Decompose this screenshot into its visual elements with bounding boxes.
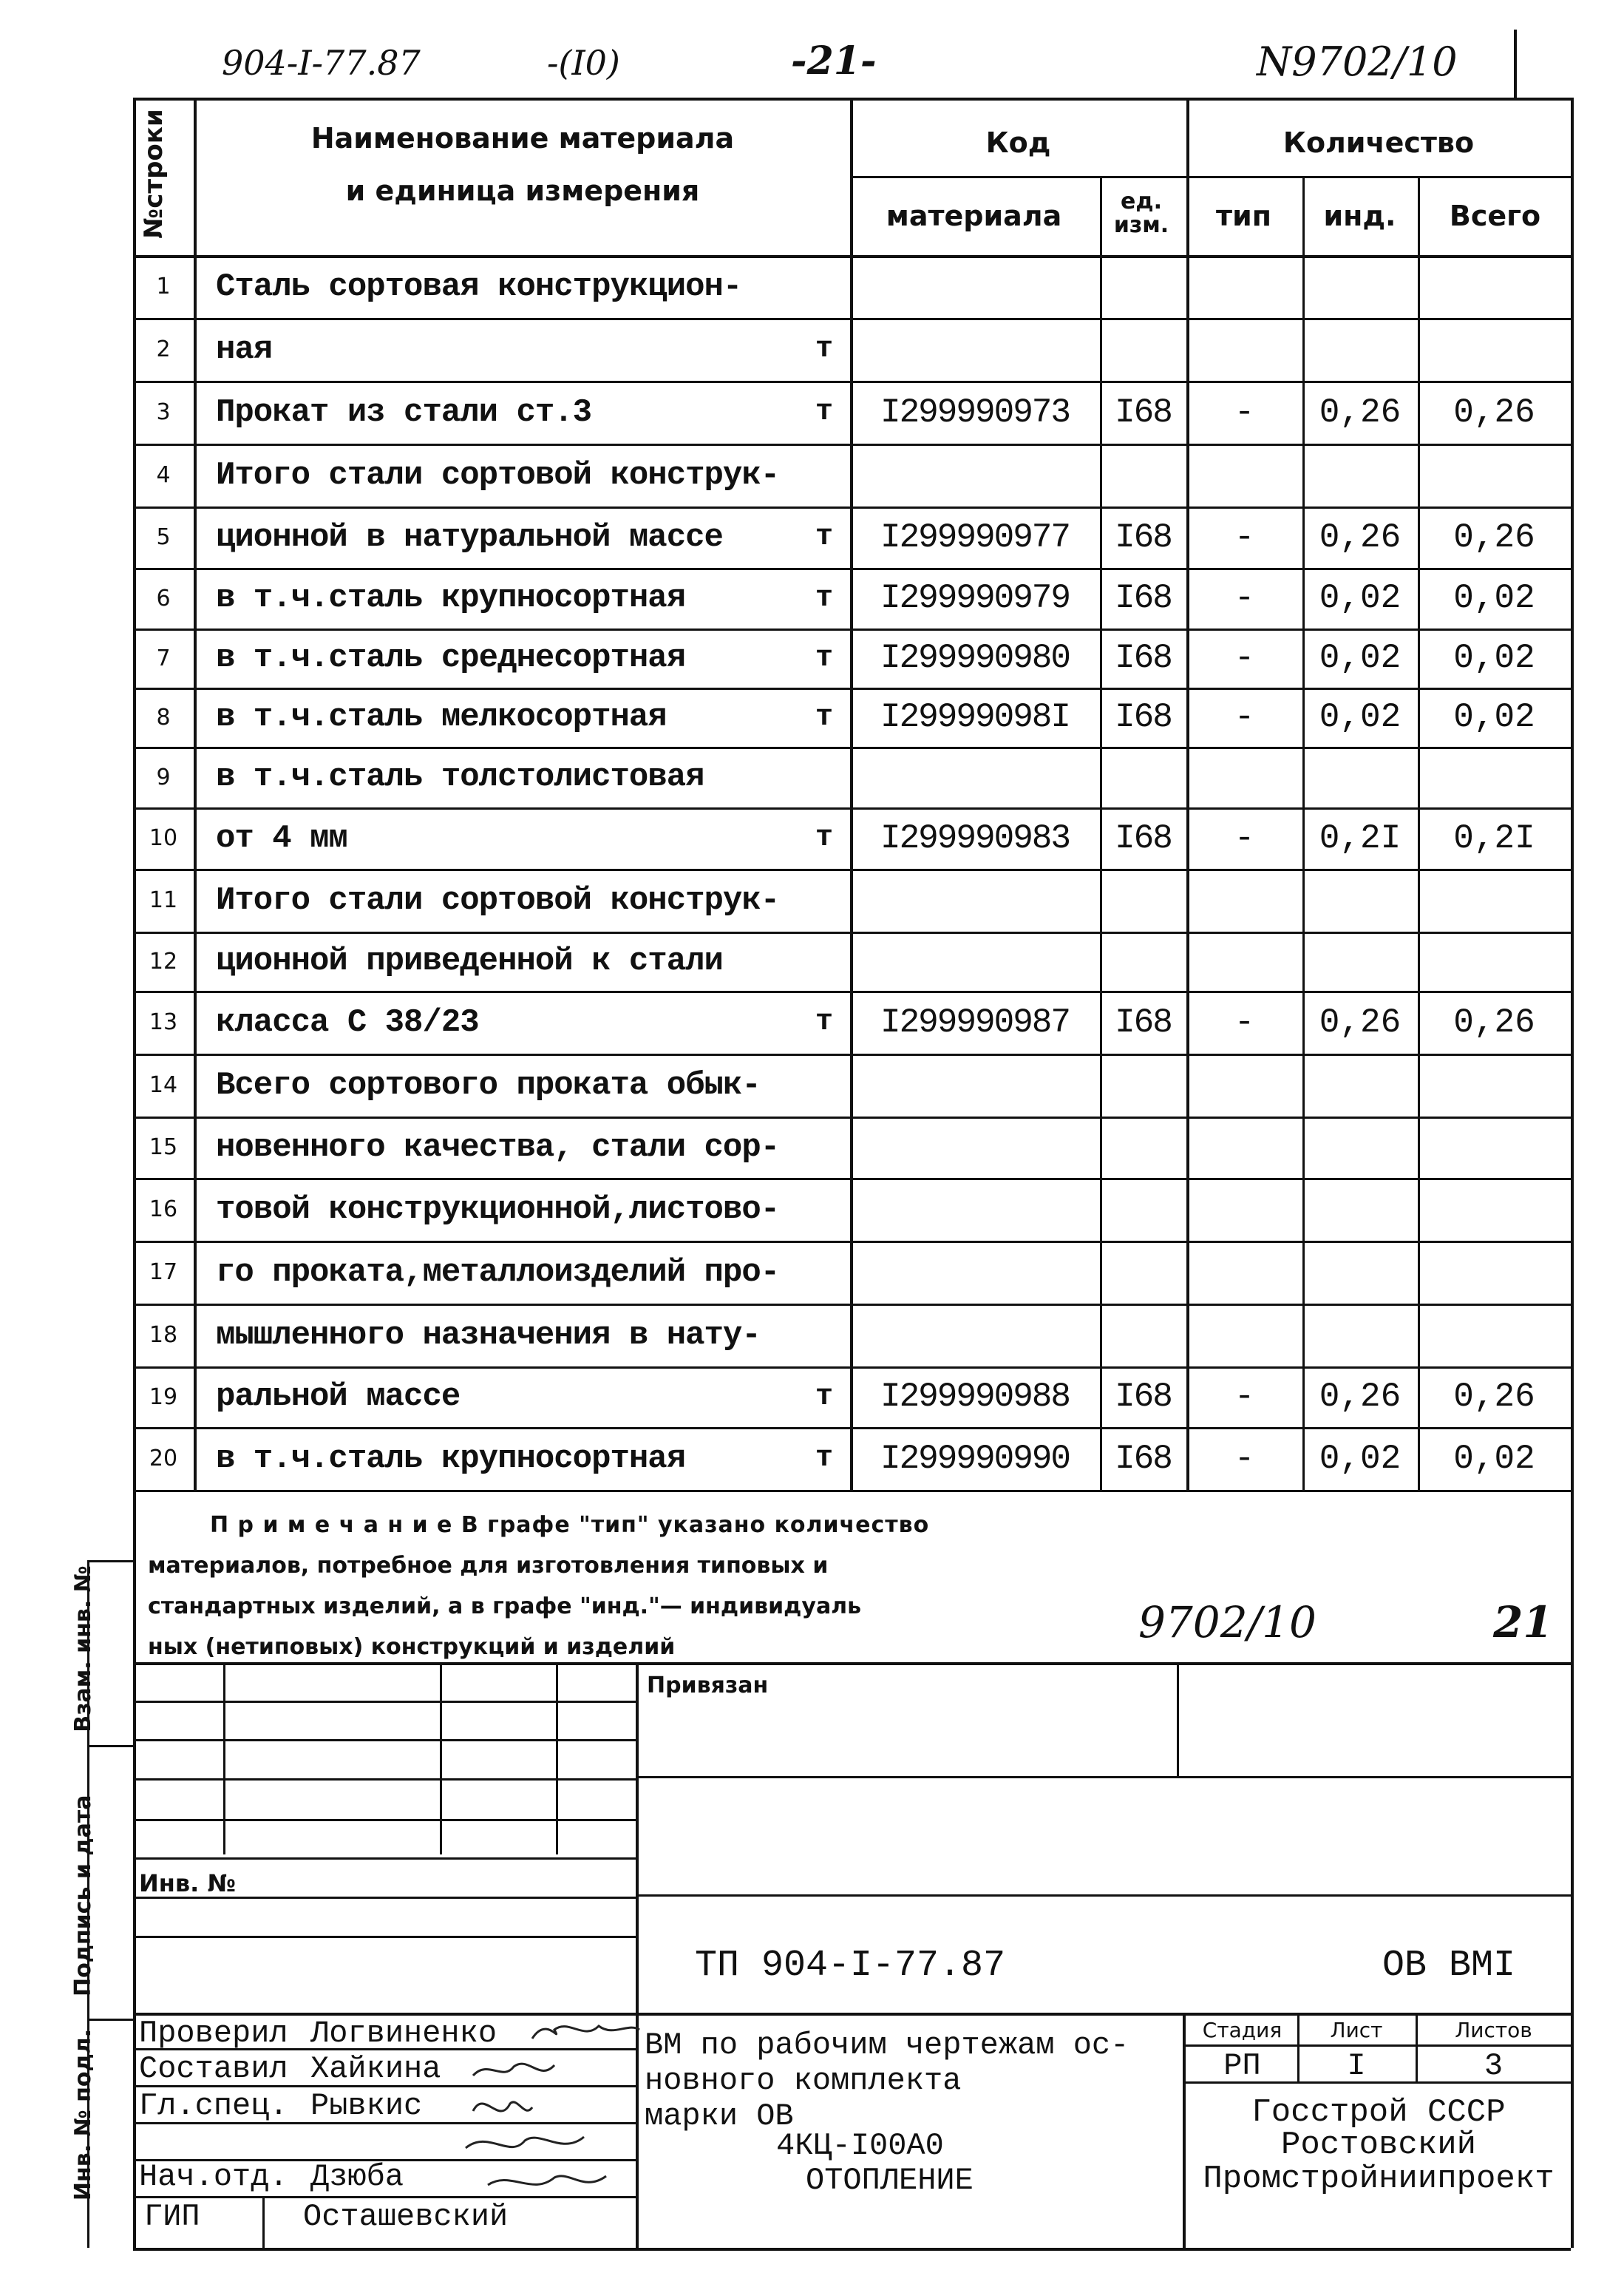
- material-name: от 4 мм: [216, 819, 347, 857]
- qty-total: [1418, 747, 1571, 807]
- qty-total-header: Всего: [1449, 200, 1541, 232]
- material-code: I299990977: [880, 518, 1070, 557]
- material-unit: т: [815, 700, 833, 734]
- qty-individual: [1302, 869, 1418, 932]
- qty-type: -: [1234, 393, 1255, 432]
- material-unit: [806, 1304, 843, 1366]
- qty-total: 0,26: [1453, 518, 1535, 557]
- code-material-header: материала: [886, 200, 1062, 232]
- archive-number: N9702/10: [1257, 38, 1458, 85]
- project-code: ТП 904-I-77.87: [695, 1945, 1006, 1987]
- material-name: в т.ч.сталь среднесортная: [216, 640, 686, 677]
- unit-code: I68: [1115, 393, 1172, 432]
- material-code: I299990973: [880, 393, 1070, 432]
- row-number: 14: [149, 1072, 178, 1098]
- unit-code: I68: [1115, 819, 1172, 858]
- sheets-label: Листов: [1455, 2018, 1532, 2042]
- qty-total: 0,02: [1453, 698, 1535, 736]
- unit-code: [1100, 1241, 1186, 1304]
- unit-code: I68: [1115, 698, 1172, 736]
- qty-total: [1418, 1304, 1571, 1366]
- row-number-header: №строки: [139, 109, 169, 239]
- row-number: 8: [156, 704, 171, 731]
- row-number: 10: [149, 825, 178, 851]
- qty-type: [1186, 932, 1302, 991]
- unit-code: I68: [1115, 1378, 1172, 1416]
- qty-type: -: [1234, 579, 1255, 617]
- material-name: ционной в натуральной массе: [216, 518, 723, 556]
- signatory-role: Нач.отд.: [139, 2159, 288, 2195]
- material-name: Сталь сортовая конструкцион-: [216, 268, 742, 305]
- material-unit: [806, 444, 843, 506]
- row-number: 15: [149, 1134, 178, 1160]
- signatory-name: Рывкис: [310, 2088, 423, 2124]
- sheet-marker: -(I0): [547, 43, 620, 83]
- note-line2: материалов, потребное для изготовления типовых и: [148, 1553, 829, 1579]
- qty-total: [1418, 1054, 1571, 1117]
- qty-individual: 0,02: [1319, 1439, 1402, 1478]
- sheets-value: 3: [1484, 2048, 1504, 2084]
- grid-line: [636, 1894, 1571, 1897]
- material-code: [850, 747, 1100, 807]
- material-unit: [806, 1117, 843, 1178]
- sheet-label: Лист: [1330, 2018, 1383, 2042]
- qty-type: -: [1234, 698, 1255, 736]
- row-number: 19: [149, 1383, 178, 1410]
- page-number: -21-: [791, 38, 877, 84]
- grid-line: [1183, 2044, 1571, 2047]
- signatory-name: Логвиненко: [310, 2016, 497, 2051]
- material-code: [850, 932, 1100, 991]
- material-name: ральной массе: [216, 1378, 461, 1415]
- qty-total: [1418, 444, 1571, 506]
- qty-individual: 0,26: [1319, 518, 1402, 557]
- qty-individual: [1302, 747, 1418, 807]
- material-name: новенного качества, стали сор-: [216, 1128, 780, 1166]
- material-name: ционной приведенной к стали: [216, 943, 723, 980]
- code-header: Код: [985, 126, 1051, 159]
- qty-individual: 0,02: [1319, 639, 1402, 677]
- material-unit: [806, 1054, 843, 1117]
- material-name: Итого стали сортовой конструк-: [216, 456, 780, 494]
- qty-total: 0,02: [1453, 639, 1535, 677]
- qty-type: [1186, 1241, 1302, 1304]
- stamp-archive-number: 9702/10: [1138, 1597, 1316, 1647]
- signatory-name: Хайкина: [310, 2051, 441, 2087]
- material-unit: [806, 255, 843, 318]
- grid-line: [1571, 98, 1574, 1490]
- material-code: [850, 1054, 1100, 1117]
- qty-individual: 0,02: [1319, 579, 1402, 617]
- material-code: [850, 1178, 1100, 1241]
- material-name: в т.ч.сталь крупносортная: [216, 580, 686, 617]
- row-number: 6: [156, 585, 171, 611]
- grid-line: [194, 98, 197, 1490]
- grid-line: [440, 1662, 442, 1854]
- grid-line: [133, 1739, 636, 1741]
- grid-line: [133, 2248, 1571, 2251]
- signature-logvinenko: [532, 2026, 639, 2039]
- organization-line3: Промстройниипроект: [1203, 2161, 1555, 2198]
- row-number: 17: [149, 1259, 178, 1285]
- privyazan-label: Привязан: [647, 1673, 769, 1698]
- material-code: [850, 318, 1100, 381]
- grid-line: [133, 1936, 636, 1938]
- row-number: 5: [156, 524, 171, 550]
- material-unit: [806, 1241, 843, 1304]
- material-name: в т.ч.сталь мелкосортная: [216, 699, 667, 736]
- unit-code: [1100, 747, 1186, 807]
- signature-ostashevsky: [488, 2176, 606, 2185]
- unit-code: I68: [1115, 579, 1172, 617]
- qty-type: -: [1234, 639, 1255, 677]
- side-label-vzam: Взам. инв. №: [70, 1565, 96, 1732]
- signatory-role: Гл.спец.: [139, 2088, 288, 2124]
- qty-individual: [1302, 1117, 1418, 1178]
- qty-type: [1186, 318, 1302, 381]
- organization-line2: Ростовский: [1280, 2127, 1477, 2164]
- qty-type: [1186, 1117, 1302, 1178]
- row-number: 2: [156, 336, 171, 362]
- organization-line1: Госстрой СССР: [1251, 2094, 1506, 2131]
- material-code: I299990980: [880, 639, 1070, 677]
- material-name: в т.ч.сталь крупносортная: [216, 1440, 686, 1477]
- signature-ryvkis: [473, 2102, 532, 2111]
- qty-individual: [1302, 932, 1418, 991]
- row-number: 11: [149, 887, 178, 913]
- document-mark: ОВ ВМI: [1382, 1945, 1516, 1987]
- stage-label: Стадия: [1202, 2018, 1282, 2042]
- qty-total: [1418, 1241, 1571, 1304]
- description-line2: новного комплекта: [645, 2063, 962, 2098]
- grid-line: [556, 1662, 558, 1854]
- signatory-name: Дзюба: [310, 2159, 404, 2195]
- grid-line: [850, 176, 1571, 178]
- qty-type: -: [1234, 1378, 1255, 1416]
- code-unit-header: ед. изм.: [1113, 189, 1169, 238]
- unit-code: [1100, 932, 1186, 991]
- material-unit: т: [815, 1380, 833, 1414]
- qty-total: 0,02: [1453, 579, 1535, 617]
- unit-code: I68: [1115, 1003, 1172, 1042]
- grid-line: [1177, 1662, 1179, 1777]
- material-code: I299990987: [880, 1003, 1070, 1042]
- description-code: 4КЦ-I00А0: [776, 2128, 944, 2164]
- material-code: I29999098I: [880, 698, 1070, 736]
- qty-individual: 0,2I: [1319, 819, 1402, 858]
- signatory-role: Составил: [139, 2051, 288, 2087]
- material-code: [850, 1241, 1100, 1304]
- unit-code: I68: [1115, 639, 1172, 677]
- grid-line: [133, 1490, 136, 2248]
- grid-line: [133, 1857, 636, 1860]
- unit-code: [1100, 255, 1186, 318]
- qty-type: -: [1234, 518, 1255, 557]
- unit-code: [1100, 1117, 1186, 1178]
- unit-code: [1100, 1054, 1186, 1117]
- material-name: товой конструкционной,листово-: [216, 1190, 780, 1228]
- row-number: 13: [149, 1009, 178, 1035]
- material-name: го проката,металлоизделий про-: [216, 1253, 780, 1291]
- unit-code: [1100, 444, 1186, 506]
- material-name: мышленного назначения в нату-: [216, 1316, 761, 1354]
- signature-dzyuba: [466, 2137, 584, 2148]
- grid-line: [133, 1662, 1571, 1665]
- qty-type: [1186, 1054, 1302, 1117]
- material-code: [850, 1117, 1100, 1178]
- qty-type: [1186, 255, 1302, 318]
- grid-line: [133, 1778, 636, 1781]
- material-unit: т: [815, 333, 833, 366]
- row-number: 12: [149, 948, 178, 975]
- qty-total: [1418, 869, 1571, 932]
- row-number: 9: [156, 764, 171, 790]
- material-code: I299990988: [880, 1378, 1070, 1416]
- material-unit: т: [815, 1006, 833, 1039]
- material-unit: [806, 1178, 843, 1241]
- description-line1: ВМ по рабочим чертежам ос-: [645, 2027, 1129, 2063]
- signatory-role: ГИП: [144, 2199, 200, 2235]
- qty-type: [1186, 869, 1302, 932]
- material-unit: [806, 932, 843, 991]
- grid-line: [133, 1490, 1571, 1492]
- qty-individual: 0,26: [1319, 393, 1402, 432]
- stamp-page-number: 21: [1493, 1597, 1553, 1647]
- qty-individual: [1302, 1304, 1418, 1366]
- unit-code: [1100, 1304, 1186, 1366]
- qty-total: [1418, 932, 1571, 991]
- qty-total: [1418, 255, 1571, 318]
- side-label-inv-podl: Инв. № подл.: [70, 2028, 96, 2201]
- material-code: I299990983: [880, 819, 1070, 858]
- signatory-name: Осташевский: [303, 2199, 509, 2235]
- qty-individual: [1302, 1054, 1418, 1117]
- stage-value: РП: [1223, 2048, 1261, 2084]
- unit-code: [1100, 318, 1186, 381]
- note-line3: стандартных изделий, а в графе "инд."— индивидуаль: [148, 1593, 862, 1619]
- unit-code: [1100, 1178, 1186, 1241]
- qty-header: Количество: [1282, 126, 1475, 159]
- row-number: 16: [149, 1196, 178, 1222]
- grid-line: [1183, 2013, 1186, 2248]
- material-unit: т: [815, 821, 833, 855]
- qty-ind-header: инд.: [1323, 200, 1396, 232]
- unit-code: [1100, 869, 1186, 932]
- material-unit: т: [815, 521, 833, 554]
- qty-individual: [1302, 1178, 1418, 1241]
- qty-total: [1418, 318, 1571, 381]
- material-unit: т: [815, 641, 833, 675]
- material-unit: [806, 747, 843, 807]
- qty-type: -: [1234, 1439, 1255, 1478]
- material-code: [850, 869, 1100, 932]
- note-line1: П р и м е ч а н и е В графе "тип" указано количество: [210, 1512, 930, 1538]
- header-edge: [1514, 30, 1517, 98]
- qty-total: 0,26: [1453, 1003, 1535, 1042]
- signatory-role: Проверил: [139, 2016, 288, 2051]
- side-label-podpis: Подпись и дата: [70, 1795, 96, 1996]
- qty-type: [1186, 1304, 1302, 1366]
- note-line4: ных (нетиповых) конструкций и изделий: [148, 1634, 676, 1660]
- qty-total: 0,02: [1453, 1439, 1535, 1478]
- sheet-value: I: [1347, 2048, 1366, 2084]
- description-line3: марки ОВ: [645, 2098, 794, 2134]
- row-number: 20: [149, 1446, 178, 1471]
- signatures-drawing: [444, 2008, 643, 2207]
- qty-individual: 0,26: [1319, 1378, 1402, 1416]
- material-unit: т: [815, 581, 833, 615]
- qty-individual: [1302, 318, 1418, 381]
- material-code: I299990979: [880, 579, 1070, 617]
- name-header-line2: и единица измерения: [345, 175, 700, 207]
- material-code: [850, 1304, 1100, 1366]
- material-name: в т.ч.сталь толстолистовая: [216, 759, 704, 796]
- doc-code: 904-I-77.87: [222, 43, 421, 83]
- qty-individual: 0,02: [1319, 698, 1402, 736]
- material-code: [850, 255, 1100, 318]
- qty-total: [1418, 1178, 1571, 1241]
- qty-total: [1418, 1117, 1571, 1178]
- material-unit: т: [815, 396, 833, 429]
- material-name: Прокат из стали ст.3: [216, 393, 592, 431]
- qty-individual: [1302, 255, 1418, 318]
- material-name: ная: [216, 331, 273, 368]
- unit-code: I68: [1115, 518, 1172, 557]
- row-number: 1: [156, 274, 171, 299]
- grid-line: [223, 1662, 225, 1854]
- material-unit: [806, 869, 843, 932]
- grid-line: [262, 2196, 265, 2248]
- inv-no-label: Инв. №: [139, 1869, 236, 1897]
- material-name: Всего сортового проката обык-: [216, 1066, 761, 1104]
- qty-individual: [1302, 444, 1418, 506]
- signature-haikina: [473, 2064, 554, 2076]
- name-header-line1: Наименование материала: [310, 122, 735, 155]
- material-code: [850, 444, 1100, 506]
- qty-total: 0,26: [1453, 393, 1535, 432]
- grid-line: [636, 1776, 1571, 1778]
- row-number: 4: [156, 462, 171, 488]
- qty-type: [1186, 747, 1302, 807]
- qty-type: -: [1234, 819, 1255, 858]
- material-code: I299990990: [880, 1439, 1070, 1478]
- material-name: Итого стали сортовой конструк-: [216, 881, 780, 919]
- row-number: 7: [156, 645, 171, 671]
- material-unit: т: [815, 1442, 833, 1475]
- qty-total: 0,26: [1453, 1378, 1535, 1416]
- qty-type: -: [1234, 1003, 1255, 1042]
- grid-line: [1571, 1490, 1574, 2248]
- qty-type: [1186, 444, 1302, 506]
- row-number: 3: [156, 399, 171, 425]
- row-number: 18: [149, 1322, 178, 1348]
- grid-line: [133, 1819, 636, 1821]
- description-title: ОТОПЛЕНИЕ: [806, 2163, 974, 2198]
- material-name: класса С 38/23: [216, 1003, 479, 1041]
- qty-total: 0,2I: [1453, 819, 1535, 858]
- qty-individual: 0,26: [1319, 1003, 1402, 1042]
- unit-code: I68: [1115, 1439, 1172, 1478]
- qty-type: [1186, 1178, 1302, 1241]
- qty-type-header: тип: [1216, 200, 1271, 232]
- grid-line: [133, 1701, 636, 1703]
- qty-individual: [1302, 1241, 1418, 1304]
